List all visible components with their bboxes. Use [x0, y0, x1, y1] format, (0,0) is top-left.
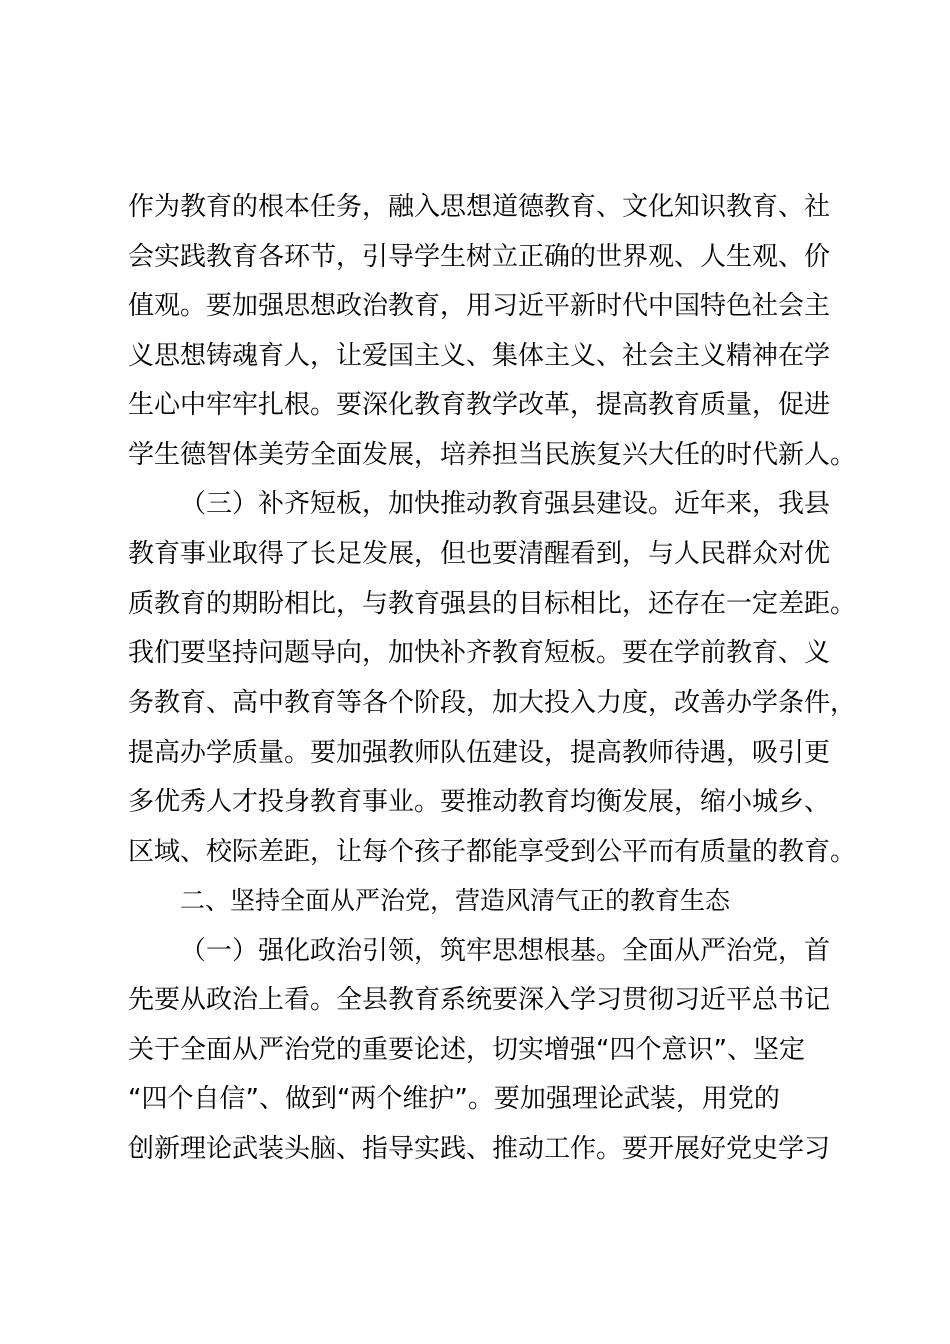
text-line: 先要从政治上看。全县教育系统要深入学习贯彻习近平总书记 — [128, 985, 831, 1015]
text-line: 教育事业取得了长足发展，但也要清醒看到，与人民群众对优 — [128, 539, 831, 569]
text-line: 学生德智体美劳全面发展，培养担当民族复兴大任的时代新人。 — [128, 440, 857, 470]
text-line: 多优秀人才投身教育事业。要推动教育均衡发展，缩小城乡、 — [128, 787, 831, 817]
text-line: 创新理论武装头脑、指导实践、推动工作。要开展好党史学习 — [128, 1134, 831, 1164]
text-line: 会实践教育各环节，引导学生树立正确的世界观、人生观、价 — [128, 242, 831, 272]
text-line: 生心中牢牢扎根。要深化教育教学改革，提高教育质量，促进 — [128, 390, 831, 420]
section-heading-2: 二、坚持全面从严治党，营造风清气正的教育生态 — [180, 886, 731, 915]
text-line: 提高办学质量。要加强教师队伍建设，提高教师待遇，吸引更 — [128, 738, 831, 768]
text-line: 作为教育的根本任务，融入思想道德教育、文化知识教育、社 — [128, 192, 831, 222]
subsection-heading-3: （三）补齐短板，加快推动教育强县建设。近年来，我县 — [180, 489, 831, 519]
text-line: 我们要坚持问题导向，加快补齐教育短板。要在学前教育、义 — [128, 638, 831, 668]
text-line: 关于全面从严治党的重要论述，切实增强“四个意识”、坚定 — [128, 1035, 805, 1065]
subsection-heading-1: （一）强化政治引领，筑牢思想根基。全面从严治党，首 — [180, 936, 831, 966]
text-line: 质教育的期盼相比，与教育强县的目标相比，还存在一定差距。 — [128, 589, 857, 619]
text-line: “四个自信”、做到“两个维护”。要加强理论武装，用党的 — [128, 1084, 780, 1114]
text-line: 务教育、高中教育等各个阶段，加大投入力度，改善办学条件， — [128, 688, 857, 718]
text-line: 区域、校际差距，让每个孩子都能享受到公平而有质量的教育。 — [128, 837, 857, 867]
text-line: 值观。要加强思想政治教育，用习近平新时代中国特色社会主 — [128, 291, 831, 321]
text-line: 义思想铸魂育人，让爱国主义、集体主义、社会主义精神在学 — [128, 341, 831, 371]
